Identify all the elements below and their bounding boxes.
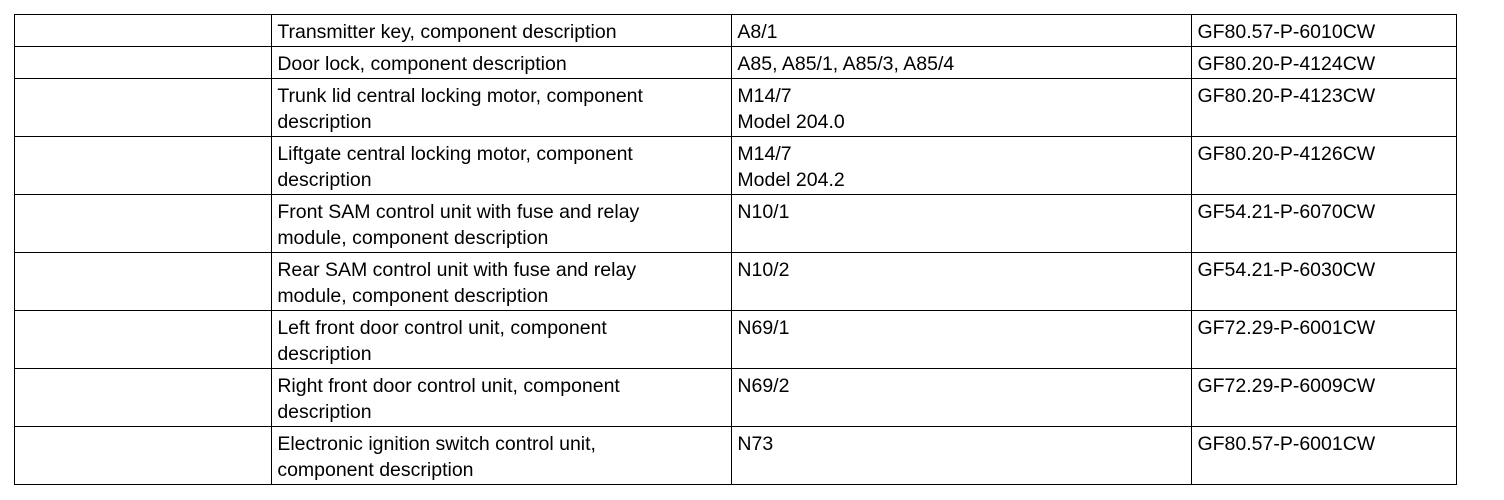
description-cell: Transmitter key, component description bbox=[272, 15, 732, 47]
description-cell: Door lock, component description bbox=[272, 47, 732, 79]
component-code-cell: N69/1 bbox=[732, 311, 1192, 369]
component-code-cell: N73 bbox=[732, 427, 1192, 485]
blank-cell bbox=[15, 369, 272, 427]
table-row bbox=[15, 311, 1457, 369]
blank-cell bbox=[15, 311, 272, 369]
blank-cell bbox=[15, 137, 272, 195]
document-number-cell: GF72.29-P-6001CW bbox=[1192, 311, 1457, 369]
blank-cell bbox=[15, 15, 272, 47]
component-code-cell: N69/2 bbox=[732, 369, 1192, 427]
table-row bbox=[15, 137, 1457, 195]
table-row bbox=[15, 195, 1457, 253]
component-code-cell: A8/1 bbox=[732, 15, 1192, 47]
table-row bbox=[15, 79, 1457, 137]
description-cell: Right front door control unit, component description bbox=[272, 369, 732, 427]
table-row bbox=[15, 253, 1457, 311]
component-code-cell: M14/7 Model 204.2 bbox=[732, 137, 1192, 195]
blank-cell bbox=[15, 253, 272, 311]
document-number-cell: GF80.20-P-4126CW bbox=[1192, 137, 1457, 195]
table-row bbox=[15, 427, 1457, 485]
component-code-cell: N10/1 bbox=[732, 195, 1192, 253]
component-code-cell: M14/7 Model 204.0 bbox=[732, 79, 1192, 137]
table-row bbox=[15, 47, 1457, 79]
description-cell: Electronic ignition switch control unit, component description bbox=[272, 427, 732, 485]
component-code-cell: N10/2 bbox=[732, 253, 1192, 311]
description-cell: Rear SAM control unit with fuse and relay module, component description bbox=[272, 253, 732, 311]
component-reference-table bbox=[14, 14, 1457, 485]
description-cell: Front SAM control unit with fuse and relay module, component description bbox=[272, 195, 732, 253]
description-cell: Liftgate central locking motor, component description bbox=[272, 137, 732, 195]
blank-cell bbox=[15, 79, 272, 137]
document-number-cell: GF54.21-P-6070CW bbox=[1192, 195, 1457, 253]
document-number-cell: GF54.21-P-6030CW bbox=[1192, 253, 1457, 311]
table-row bbox=[15, 15, 1457, 47]
blank-cell bbox=[15, 47, 272, 79]
blank-cell bbox=[15, 427, 272, 485]
component-code-cell: A85, A85/1, A85/3, A85/4 bbox=[732, 47, 1192, 79]
document-number-cell: GF80.57-P-6010CW bbox=[1192, 15, 1457, 47]
blank-cell bbox=[15, 195, 272, 253]
document-number-cell: GF72.29-P-6009CW bbox=[1192, 369, 1457, 427]
document-number-cell: GF80.20-P-4124CW bbox=[1192, 47, 1457, 79]
description-cell: Left front door control unit, component description bbox=[272, 311, 732, 369]
document-number-cell: GF80.20-P-4123CW bbox=[1192, 79, 1457, 137]
document-number-cell: GF80.57-P-6001CW bbox=[1192, 427, 1457, 485]
table-row bbox=[15, 369, 1457, 427]
description-cell: Trunk lid central locking motor, component description bbox=[272, 79, 732, 137]
